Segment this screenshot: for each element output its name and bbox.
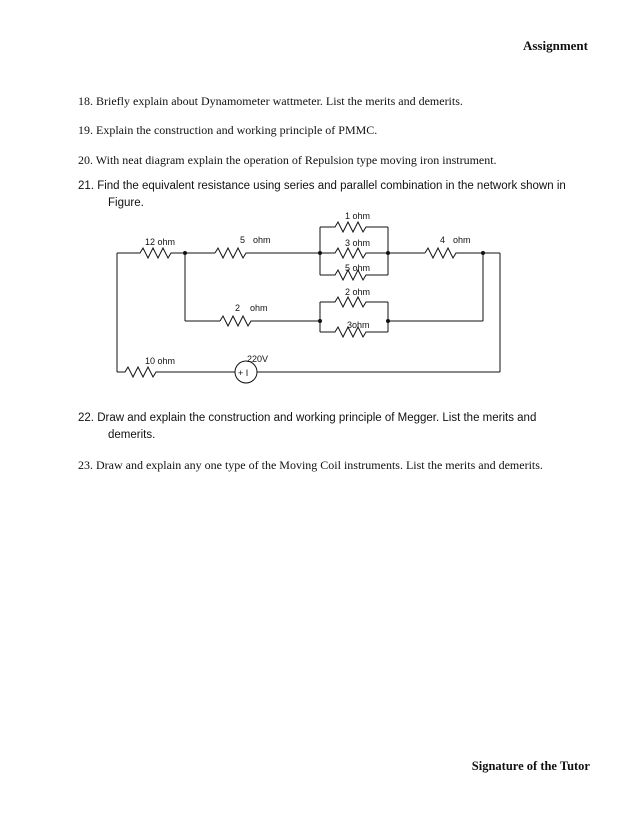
junction-node [183, 251, 187, 255]
source-symbol: + I [238, 368, 249, 378]
label-3ohm-b: 3ohm [347, 320, 370, 330]
resistor-2ohm-b [320, 297, 388, 307]
label-2-unit: ohm [250, 303, 268, 313]
resistor-1ohm [320, 222, 388, 232]
question-22 [78, 410, 578, 444]
junction-node [318, 319, 322, 323]
label-12ohm: 12 ohm [145, 237, 176, 247]
question-text: Briefly explain about Dynamometer wattmeter. List the merits and demerits. [96, 94, 463, 108]
junction-node [318, 251, 322, 255]
resistor-3ohm [320, 248, 388, 258]
question-20: 20. With neat diagram explain the operation of Repulsion type moving iron instrument. [78, 153, 497, 167]
question-number: 22. [78, 412, 94, 424]
question-text: Draw and explain the construction and working principle of Megger. List the merits and demerits. [97, 412, 537, 441]
label-2ohm-b: 2 ohm [345, 287, 371, 297]
resistor-2ohm [220, 316, 270, 326]
label-220v: 220V [247, 354, 269, 364]
label-3ohm: 3 ohm [345, 238, 371, 248]
question-text: With neat diagram explain the operation of Repulsion type moving iron instrument. [95, 153, 497, 167]
question-23: 23. Draw and explain any one type of the Moving Coil instruments. List the merits and demerits. [78, 458, 543, 472]
label-5-unit: ohm [253, 235, 271, 245]
label-5ohm: 5 ohm [345, 263, 371, 273]
label-4: 4 [440, 235, 446, 245]
resistor-5ohm [215, 248, 265, 258]
question-text: Explain the construction and working principle of PMMC. [96, 123, 378, 137]
resistor-10ohm [117, 367, 165, 377]
question-18: 18. Briefly explain about Dynamometer wattmeter. List the merits and demerits. [78, 94, 463, 108]
label-2: 2 [235, 303, 241, 313]
question-number: 21. [78, 180, 94, 192]
question-text: Draw and explain any one type of the Moving Coil instruments. List the merits and demerits. [96, 458, 543, 472]
question-19: 19. Explain the construction and working principle of PMMC. [78, 123, 378, 137]
resistor-4ohm [425, 248, 463, 258]
label-4-unit: ohm [453, 235, 471, 245]
question-text: Find the equivalent resistance using series and parallel combination in the network shown in Figure. [97, 180, 566, 209]
page-header-title: Assignment [522, 38, 588, 53]
resistor-12ohm [117, 248, 185, 258]
junction-node [481, 251, 485, 255]
junction-node [386, 319, 390, 323]
circuit-diagram [95, 205, 515, 385]
label-5: 5 [240, 235, 246, 245]
label-10ohm: 10 ohm [145, 356, 176, 366]
junction-node [386, 251, 390, 255]
tutor-signature-label: Signature of the Tutor [471, 759, 590, 773]
label-1ohm: 1 ohm [345, 211, 371, 221]
